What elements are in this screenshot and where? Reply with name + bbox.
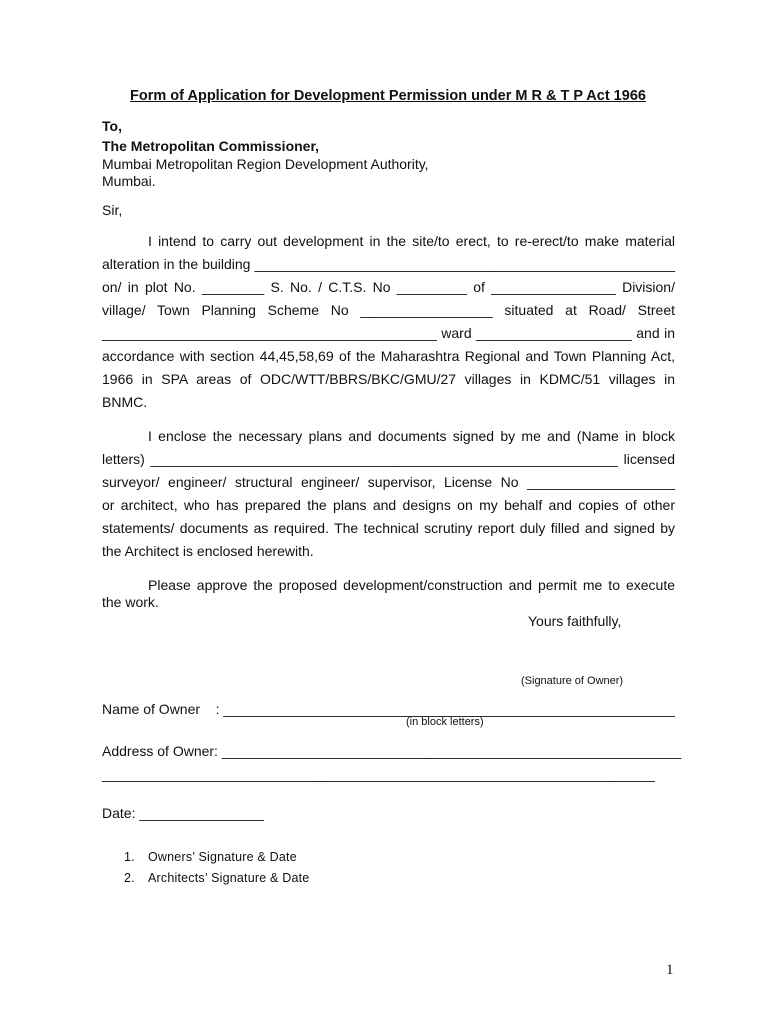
paragraph-line: I intend to carry out development in the site/to erect, to re-erect/to make material — [148, 233, 675, 249]
owner-name-field: Name of Owner : __________________________________________________________ — [102, 701, 675, 717]
page-number: 1 — [666, 962, 674, 978]
paragraph-line: the Architect is enclosed herewith. — [102, 543, 314, 559]
date-field: Date: ________________ — [102, 805, 264, 821]
paragraph-line: on/ in plot No. ________ S. No. / C.T.S. No _________ of ________________ Division/ — [102, 279, 675, 295]
paragraph-line: or architect, who has prepared the plans and designs on my behalf and copies of other — [102, 497, 675, 513]
salutation: Sir, — [102, 202, 123, 218]
addressee-line-2: Mumbai. — [102, 173, 156, 189]
paragraph-line: Please approve the proposed development/construction and permit me to execute — [148, 577, 675, 593]
paragraph-line: BNMC. — [102, 394, 148, 410]
paragraph-line: village/ Town Planning Scheme No _________________ situated at Road/ Street — [102, 302, 675, 318]
owner-address-continuation: _______________________________________________________________________ — [102, 766, 655, 782]
list-number: 2. — [124, 871, 135, 885]
paragraph-line: surveyor/ engineer/ structural engineer/ supervisor, License No ___________________ — [102, 474, 675, 490]
paragraph-line: alteration in the building ______________________________________________________ — [102, 256, 675, 272]
block-letters-caption: (in block letters) — [406, 716, 484, 728]
addressee-line-1: Mumbai Metropolitan Region Development Authority, — [102, 156, 429, 172]
form-title: Form of Application for Development Permission under M R & T P Act 1966 — [130, 88, 646, 104]
paragraph-line: ___________________________________________ ward ____________________ and in — [102, 325, 675, 341]
to-label: To, — [102, 118, 122, 134]
paragraph-line: statements/ documents as required. The technical scrutiny report duly filled and signed by — [102, 520, 675, 536]
paragraph-line: I enclose the necessary plans and documents signed by me and (Name in block — [148, 428, 675, 444]
enclosure-list — [102, 850, 309, 892]
list-item — [102, 850, 309, 871]
list-text: Owners’ Signature & Date — [148, 850, 297, 864]
closing-phrase: Yours faithfully, — [528, 613, 622, 629]
paragraph-line: 1966 in SPA areas of ODC/WTT/BBRS/BKC/GMU/27 villages in KDMC/51 villages in — [102, 371, 675, 387]
paragraph-line: the work. — [102, 594, 159, 610]
owner-address-field: Address of Owner: ___________________________________________________________ — [102, 743, 682, 759]
signature-caption: (Signature of Owner) — [521, 675, 624, 687]
list-number: 1. — [124, 850, 135, 864]
paragraph-line: accordance with section 44,45,58,69 of the Maharashtra Regional and Town Planning Act, — [102, 348, 675, 364]
paragraph-line: letters) ____________________________________________________________ licensed — [102, 451, 675, 467]
addressee-name: The Metropolitan Commissioner, — [102, 138, 320, 154]
list-text: Architects’ Signature & Date — [148, 871, 310, 885]
list-item — [102, 871, 309, 892]
